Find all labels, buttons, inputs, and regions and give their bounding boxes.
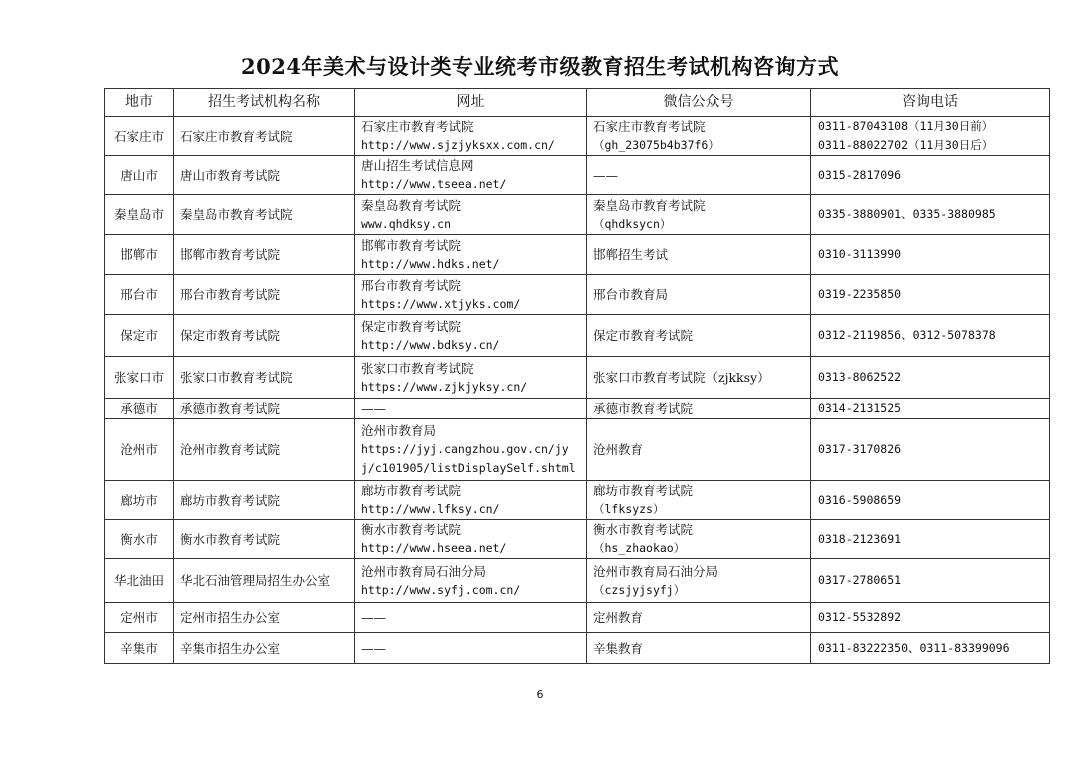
wechat-cell bbox=[587, 481, 811, 520]
website-name: 唐山招生考试信息网 bbox=[361, 158, 474, 173]
table-row bbox=[105, 399, 1050, 419]
header-city: 地市 bbox=[105, 89, 174, 117]
org-name-cell: 廊坊市教育考试院 bbox=[174, 481, 355, 520]
website-name: —— bbox=[361, 610, 386, 625]
wechat-name: 辛集教育 bbox=[593, 640, 644, 656]
website-cell bbox=[355, 357, 587, 399]
wechat-cell bbox=[587, 603, 811, 633]
website-url-link[interactable]: http://www.hdks.net/ bbox=[361, 256, 500, 271]
header-wechat: 微信公众号 bbox=[587, 89, 811, 117]
phone-cell bbox=[811, 419, 1050, 481]
city-cell: 唐山市 bbox=[105, 156, 174, 195]
wechat-name: 衡水市教育考试院 bbox=[593, 522, 694, 537]
phone-cell bbox=[811, 399, 1050, 419]
table-header-row bbox=[105, 89, 1050, 117]
city-cell: 邢台市 bbox=[105, 275, 174, 315]
wechat-name: 邯郸招生考试 bbox=[593, 247, 669, 262]
website-url-link[interactable]: https://www.xtjyks.com/ bbox=[361, 296, 521, 311]
org-name-cell: 定州市招生办公室 bbox=[174, 603, 355, 633]
city-cell: 承德市 bbox=[105, 399, 174, 419]
phone-number: 0315-2817096 bbox=[818, 167, 902, 182]
website-name: 邯郸市教育考试院 bbox=[361, 237, 462, 253]
website-url-link[interactable]: http://www.syfj.com.cn/ bbox=[361, 582, 521, 597]
website-name: —— bbox=[361, 401, 386, 416]
table-row bbox=[105, 633, 1050, 664]
wechat-cell bbox=[587, 195, 811, 235]
phone-number: 0312-5532892 bbox=[818, 610, 902, 624]
wechat-name: 定州教育 bbox=[593, 610, 644, 625]
wechat-name: 沧州市教育局石油分局 bbox=[593, 563, 719, 579]
phone-cell bbox=[811, 156, 1050, 195]
wechat-name: 廊坊市教育考试院 bbox=[593, 483, 694, 498]
website-cell bbox=[355, 419, 587, 481]
wechat-cell bbox=[587, 419, 811, 481]
wechat-name: —— bbox=[593, 167, 618, 183]
phone-number: 0314-2131525 bbox=[818, 401, 902, 415]
phone-cell bbox=[811, 275, 1050, 315]
table-row bbox=[105, 235, 1050, 275]
phone-number: 0316-5908659 bbox=[818, 492, 902, 507]
website-cell bbox=[355, 235, 587, 275]
city-cell: 邯郸市 bbox=[105, 235, 174, 275]
table-row bbox=[105, 117, 1050, 156]
city-cell: 华北油田 bbox=[105, 559, 174, 603]
contact-table bbox=[104, 88, 1050, 664]
phone-number: 0318-2123691 bbox=[818, 531, 902, 546]
table-row bbox=[105, 603, 1050, 633]
phone-cell bbox=[811, 481, 1050, 520]
phone-number: 0317-3170826 bbox=[818, 442, 902, 456]
org-name-cell: 邢台市教育考试院 bbox=[174, 275, 355, 315]
wechat-name: 秦皇岛市教育考试院 bbox=[593, 197, 706, 213]
wechat-cell bbox=[587, 520, 811, 559]
phone-cell bbox=[811, 235, 1050, 275]
org-name-cell: 华北石油管理局招生办公室 bbox=[174, 559, 355, 603]
city-cell: 保定市 bbox=[105, 315, 174, 357]
phone-cell bbox=[811, 315, 1050, 357]
phone-number-secondary: 0311-88022702（11月30日后） bbox=[818, 138, 994, 152]
table-row bbox=[105, 357, 1050, 399]
wechat-cell bbox=[587, 275, 811, 315]
website-name: 廊坊市教育考试院 bbox=[361, 483, 462, 498]
phone-cell bbox=[811, 603, 1050, 633]
website-cell bbox=[355, 399, 587, 419]
website-name: 衡水市教育考试院 bbox=[361, 522, 462, 537]
wechat-name: 邢台市教育局 bbox=[593, 287, 669, 302]
website-name: 沧州市教育局 bbox=[361, 423, 437, 438]
wechat-id: （lfksyzs） bbox=[593, 502, 665, 516]
website-name: 张家口市教育考试院 bbox=[361, 360, 474, 376]
phone-number: 0311-83222350、0311-83399096 bbox=[818, 640, 1010, 655]
website-name: —— bbox=[361, 640, 386, 656]
wechat-name: 张家口市教育考试院（zjkksy） bbox=[593, 370, 770, 385]
wechat-cell bbox=[587, 357, 811, 399]
website-cell bbox=[355, 275, 587, 315]
website-name: 秦皇岛教育考试院 bbox=[361, 197, 462, 213]
page-number: 6 bbox=[536, 688, 544, 701]
city-cell: 沧州市 bbox=[105, 419, 174, 481]
phone-cell bbox=[811, 195, 1050, 235]
phone-number: 0312-2119856、0312-5078378 bbox=[818, 328, 996, 342]
org-name-cell: 承德市教育考试院 bbox=[174, 399, 355, 419]
wechat-id: （gh_23075b4b37f6） bbox=[593, 138, 720, 152]
org-name-cell: 秦皇岛市教育考试院 bbox=[174, 195, 355, 235]
wechat-cell bbox=[587, 399, 811, 419]
phone-cell bbox=[811, 117, 1050, 156]
table-row bbox=[105, 559, 1050, 603]
website-cell bbox=[355, 603, 587, 633]
phone-cell bbox=[811, 357, 1050, 399]
website-name: 石家庄市教育考试院 bbox=[361, 119, 474, 134]
org-name-cell: 衡水市教育考试院 bbox=[174, 520, 355, 559]
phone-number: 0335-3880901、0335-3880985 bbox=[818, 207, 996, 221]
city-cell: 石家庄市 bbox=[105, 117, 174, 156]
wechat-cell bbox=[587, 315, 811, 357]
city-cell: 秦皇岛市 bbox=[105, 195, 174, 235]
wechat-cell bbox=[587, 633, 811, 664]
wechat-cell bbox=[587, 117, 811, 156]
wechat-name: 沧州教育 bbox=[593, 442, 644, 457]
city-cell: 定州市 bbox=[105, 603, 174, 633]
website-cell bbox=[355, 156, 587, 195]
org-name-cell: 石家庄市教育考试院 bbox=[174, 117, 355, 156]
city-cell: 廊坊市 bbox=[105, 481, 174, 520]
wechat-cell bbox=[587, 235, 811, 275]
page-title: 2024年美术与设计类专业统考市级教育招生考试机构咨询方式 bbox=[241, 54, 839, 79]
wechat-name: 承德市教育考试院 bbox=[593, 401, 694, 416]
org-name-cell: 张家口市教育考试院 bbox=[174, 357, 355, 399]
phone-number: 0311-87043108（11月30日前） bbox=[818, 119, 994, 133]
website-url-link[interactable]: https://jyj.cangzhou.gov.cn/jyj/c101905/listDisplaySelf.shtml bbox=[361, 442, 576, 475]
header-org: 招生考试机构名称 bbox=[174, 89, 355, 117]
website-name: 邢台市教育考试院 bbox=[361, 277, 462, 293]
phone-cell bbox=[811, 559, 1050, 603]
table-row bbox=[105, 195, 1050, 235]
website-cell bbox=[355, 633, 587, 664]
website-url-link[interactable]: http://www.lfksy.cn/ bbox=[361, 502, 500, 516]
wechat-id: （qhdksycn） bbox=[593, 216, 672, 231]
table-row bbox=[105, 275, 1050, 315]
website-cell bbox=[355, 195, 587, 235]
phone-number: 0319-2235850 bbox=[818, 287, 902, 301]
table-row bbox=[105, 520, 1050, 559]
website-url-link[interactable]: www.qhdksy.cn bbox=[361, 216, 452, 231]
city-cell: 辛集市 bbox=[105, 633, 174, 664]
header-phone: 咨询电话 bbox=[811, 89, 1050, 117]
wechat-name: 保定市教育考试院 bbox=[593, 328, 694, 343]
phone-cell bbox=[811, 633, 1050, 664]
phone-number: 0313-8062522 bbox=[818, 370, 902, 384]
org-name-cell: 邯郸市教育考试院 bbox=[174, 235, 355, 275]
website-cell bbox=[355, 559, 587, 603]
table-row bbox=[105, 419, 1050, 481]
website-name: 保定市教育考试院 bbox=[361, 318, 462, 334]
phone-number: 0310-3113990 bbox=[818, 247, 902, 261]
city-cell: 张家口市 bbox=[105, 357, 174, 399]
table-row bbox=[105, 315, 1050, 357]
wechat-name: 石家庄市教育考试院 bbox=[593, 119, 706, 134]
website-url-link[interactable]: https://www.zjkjyksy.cn/ bbox=[361, 379, 528, 394]
table-row bbox=[105, 481, 1050, 520]
wechat-id: （czsjyjsyfj） bbox=[593, 582, 686, 597]
org-name-cell: 唐山市教育考试院 bbox=[174, 156, 355, 195]
website-name: 沧州市教育局石油分局 bbox=[361, 563, 487, 579]
website-cell bbox=[355, 520, 587, 559]
wechat-id: （hs_zhaokao） bbox=[593, 541, 686, 555]
phone-number: 0317-2780651 bbox=[818, 573, 902, 587]
website-cell bbox=[355, 315, 587, 357]
website-url-link[interactable]: http://www.sjzjyksxx.com.cn/ bbox=[361, 138, 555, 152]
phone-cell bbox=[811, 520, 1050, 559]
wechat-cell bbox=[587, 559, 811, 603]
website-url-link[interactable]: http://www.tseea.net/ bbox=[361, 177, 507, 191]
city-cell: 衡水市 bbox=[105, 520, 174, 559]
website-url-link[interactable]: http://www.bdksy.cn/ bbox=[361, 337, 500, 352]
table-row bbox=[105, 156, 1050, 195]
website-cell bbox=[355, 117, 587, 156]
org-name-cell: 辛集市招生办公室 bbox=[174, 633, 355, 664]
org-name-cell: 沧州市教育考试院 bbox=[174, 419, 355, 481]
org-name-cell: 保定市教育考试院 bbox=[174, 315, 355, 357]
website-cell bbox=[355, 481, 587, 520]
header-website: 网址 bbox=[355, 89, 587, 117]
wechat-cell bbox=[587, 156, 811, 195]
website-url-link[interactable]: http://www.hseea.net/ bbox=[361, 541, 507, 555]
